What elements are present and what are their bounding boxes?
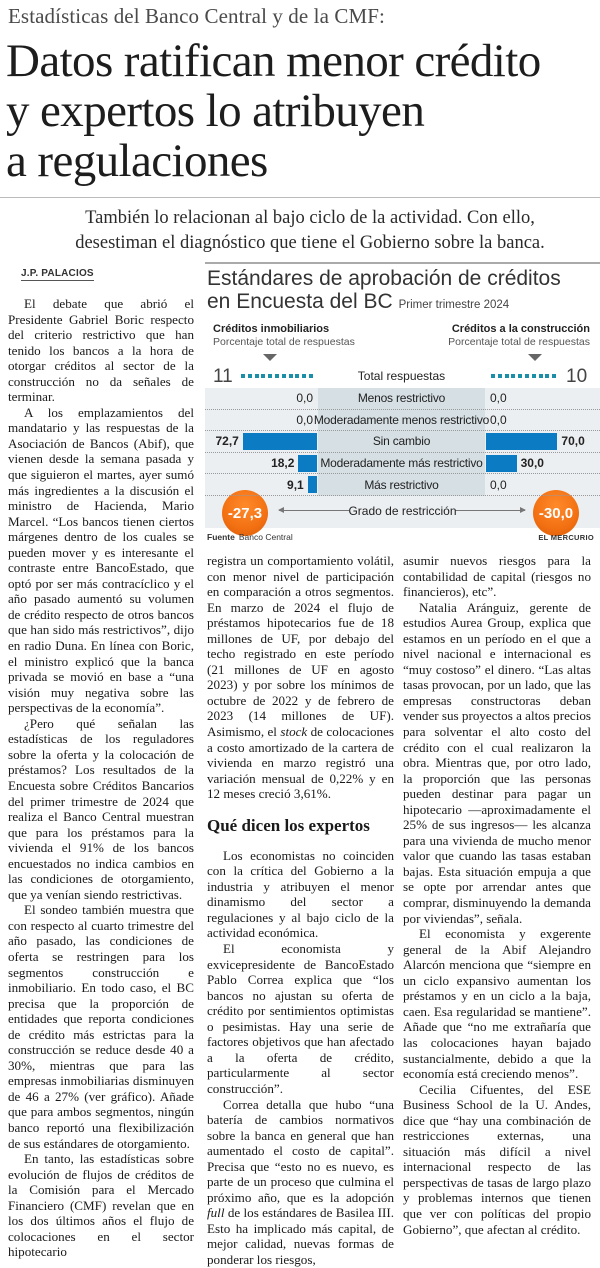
right-cell bbox=[486, 388, 600, 409]
response-dot bbox=[289, 374, 293, 378]
paragraph bbox=[207, 1097, 394, 1268]
headline-line: y expertos lo atribuyen bbox=[6, 85, 425, 137]
text-run-italic: stock bbox=[280, 724, 308, 740]
value-label: 0,0 bbox=[490, 477, 507, 492]
series-name: Créditos inmobiliarios bbox=[213, 323, 330, 335]
deck bbox=[20, 206, 600, 256]
chart-title bbox=[207, 267, 561, 317]
category-label: Sin cambio bbox=[372, 434, 431, 449]
grade-label: Grado de restricción bbox=[348, 504, 457, 518]
response-dot bbox=[302, 374, 306, 378]
right-cell bbox=[486, 453, 600, 474]
brand-credit: EL MERCURIO bbox=[538, 533, 594, 542]
grade-badge-left: -27,3 bbox=[222, 490, 268, 536]
value-label: 18,2 bbox=[271, 456, 295, 471]
right-cell bbox=[486, 431, 600, 452]
value-label: 72,7 bbox=[215, 434, 239, 449]
paragraph: A los emplazamientos del mandatario y las respuestas de la Asociación de Bancos (Abif), que vienen desde la semana pasada y que siguieron el martes, ayer sumó más ingredientes a la discusión el ministro de Hacienda, Mario Marcel. “Los bancos tienen ciertos márgenes dentro de los cuales se pueden mover y es interesante el contraste entre BancoEstado, que optó por ser más contracíclico y el año pasado aumentó su volumen de crédito respecto de otros bancos que han sido más restrictivos”, dijo en radio Duna. En línea con Boric, el ministro explicó que la banca privada se movió en base a “una visión muy negativa sobre las perspectivas de la economía”. bbox=[8, 404, 194, 716]
grade-row bbox=[205, 496, 600, 528]
category-row bbox=[205, 474, 600, 496]
paragraph: Los economistas no coinciden con la crítica del Gobierno a la industria y atribuyen el menor dinamismo del sector a regulaciones y al bajo ciclo de la actividad económica. bbox=[207, 847, 394, 941]
total-right: 10 bbox=[566, 366, 588, 387]
chart-top-rule bbox=[205, 262, 600, 264]
response-dot bbox=[295, 374, 299, 378]
text-run: de colocaciones a costo amortizado de la cartera de vivienda en marzo registró una variación mensual de 0,22% y en 12 meses creció 3,61%. bbox=[207, 724, 394, 802]
response-dot bbox=[255, 374, 259, 378]
series-label-left bbox=[213, 323, 355, 348]
credit-standards-chart bbox=[205, 262, 600, 550]
source-value: Banco Central bbox=[238, 532, 293, 542]
response-dot bbox=[491, 374, 495, 378]
triangle-down-icon bbox=[263, 354, 277, 361]
response-dot bbox=[552, 374, 556, 378]
paragraph: Natalia Aránguiz, gerente de estudios Aurea Group, explica que estamos en un período en el que a nivel nacional e internacional es “muy costoso” el dinero. “Las altas tasas provocan, por un lado, que las empresas constructoras deban vender sus proyectos a altos precios para solventar el alto costo del crédito con el cual realizaron la obra. Mientras que, por otro lado, la proporción que las personas pueden destinar para pagar un hipotecario —aproximadamente el 25% de sus ingresos— les alcanza para una vivienda de mucho menor valor que cuando las tasas estaban bajas. Esta situación empuja a que se opte por arrendar antes que comprar, disminuyendo la demanda por viviendas”, señala. bbox=[403, 599, 591, 926]
category-row bbox=[205, 453, 600, 475]
category-row bbox=[205, 431, 600, 453]
left-cell bbox=[205, 453, 317, 474]
paragraph bbox=[207, 553, 394, 802]
response-dot bbox=[248, 374, 252, 378]
right-cell bbox=[486, 410, 600, 431]
response-dot bbox=[539, 374, 543, 378]
paragraph: Cecilia Cifuentes, del ESE Business School de la U. Andes, dice que “hay una combinación de restricciones externas, una situación más difícil a nivel internacional respecto de las perspectivas de tasas de largo plazo y problemas internos que tienen que ver con políticas del propio Gobierno”, que afectan al crédito. bbox=[403, 1081, 591, 1237]
headline-line: Datos ratifican menor crédito bbox=[6, 35, 541, 87]
series-label-right bbox=[448, 323, 590, 348]
left-cell bbox=[205, 410, 317, 431]
value-label: 0,0 bbox=[490, 391, 507, 406]
chart-title-line: en Encuesta del BC bbox=[207, 290, 393, 313]
article-column-2 bbox=[207, 553, 394, 1268]
response-dot bbox=[309, 374, 313, 378]
text-run: de los estándares de Basilea III. Esto ha implicado más capital, de mejor calidad, nuevas formas de ponderar los riesgos, bbox=[207, 1205, 394, 1267]
byline: J.P. PALACIOS bbox=[21, 268, 94, 279]
value-label: 9,1 bbox=[287, 477, 304, 492]
article-kicker: Estadísticas del Banco Central y de la CMF: bbox=[8, 4, 385, 28]
chart-subtitle: Primer trimestre 2024 bbox=[398, 299, 510, 311]
paragraph: En tanto, las estadísticas sobre evolución de flujos de créditos de la Comisión para el Mercado Financiero (CMF) revelan que en los dos últimos años el flujo de colocaciones en el sector hipotecario bbox=[8, 1151, 194, 1260]
category-label: Moderadamente más restrictivo bbox=[320, 456, 483, 471]
paragraph: El debate que abrió el Presidente Gabriel Boric respecto del criterio restrictivo que han tenido los bancos a la hora de otorgar créditos al sector de la construcción no da señales de terminar. bbox=[8, 296, 194, 405]
response-dot bbox=[275, 374, 279, 378]
text-run: Correa detalla que hubo “una batería de cambios normativos sobre la banca en general que han aumentado el costo de capital”. Precisa que “esto no es nuevo, es parte de un proceso que culmina el próximo año, que es la adopción bbox=[207, 1096, 394, 1205]
chart-source bbox=[207, 532, 293, 542]
paragraph: asumir nuevos riesgos para la contabilidad de capital (riesgos no financieros), etc”. bbox=[403, 553, 591, 600]
left-cell bbox=[205, 388, 317, 409]
article-column-1 bbox=[8, 296, 194, 1260]
response-dot bbox=[545, 374, 549, 378]
category-row bbox=[205, 388, 600, 410]
category-label: Más restrictivo bbox=[364, 477, 439, 492]
category-label: Menos restrictivo bbox=[357, 391, 446, 406]
value-label: 0,0 bbox=[296, 391, 313, 406]
deck-line: También lo relacionan al bajo ciclo de la actividad. Con ello, bbox=[85, 208, 535, 228]
text-run-italic: full bbox=[207, 1205, 225, 1221]
category-label: Moderadamente menos restrictivo bbox=[313, 412, 490, 427]
source-label: Fuente bbox=[207, 532, 235, 542]
total-dots-right bbox=[491, 374, 556, 378]
total-row bbox=[205, 366, 600, 389]
paragraph: ¿Pero qué señalan las estadísticas de los reguladores sobre la oferta y la colocación de préstamos? Los resultados de la Encuesta sobre Créditos Bancarios del primer trimestre de 2024 que realiza el Banco Central muestran que para los préstamos para la vivienda el 91% de los bancos encuestados no indica cambios en las condiciones de otorgamiento, que ya venían siendo restrictivas. bbox=[8, 715, 194, 902]
headline bbox=[6, 36, 600, 186]
deck-line: desestiman el diagnóstico que tiene el Gobierno sobre la banca. bbox=[75, 233, 545, 253]
response-dot bbox=[241, 374, 245, 378]
bar-left bbox=[308, 476, 317, 493]
chart-title-line: Estándares de aprobación de créditos bbox=[207, 267, 561, 290]
chart-grid bbox=[205, 388, 600, 528]
response-dot bbox=[525, 374, 529, 378]
grade-badge-right: -30,0 bbox=[533, 490, 579, 536]
response-dot bbox=[498, 374, 502, 378]
bar-left bbox=[298, 455, 317, 472]
section-subhead: Qué dicen los expertos bbox=[207, 815, 370, 835]
response-dot bbox=[268, 374, 272, 378]
total-label: Total respuestas bbox=[357, 369, 446, 383]
bar-right bbox=[486, 433, 557, 450]
bar-right bbox=[486, 455, 517, 472]
response-dot bbox=[505, 374, 509, 378]
response-dot bbox=[532, 374, 536, 378]
series-unit: Porcentaje total de respuestas bbox=[448, 336, 590, 348]
series-unit: Porcentaje total de respuestas bbox=[213, 336, 355, 348]
total-left: 11 bbox=[213, 366, 233, 387]
right-cell bbox=[486, 474, 600, 495]
text-run: registra un comportamiento volátil, con menor nivel de participación en comparación a otros segmentos. En marzo de 2024 el flujo de préstamos hipotecarios fue de 18 millones de UF, por debajo del techo registrado en este período (21 millones de UF en agosto 2023) y por sobre los mínimos de octubre de 2022 y de febrero de 2023 (14 millones de UF). Asimismo, el bbox=[207, 553, 394, 740]
response-dot bbox=[282, 374, 286, 378]
response-dot bbox=[261, 374, 265, 378]
response-dot bbox=[518, 374, 522, 378]
left-cell bbox=[205, 431, 317, 452]
response-dot bbox=[511, 374, 515, 378]
value-label: 70,0 bbox=[561, 434, 585, 449]
paragraph: El economista y exvicepresidente de BancoEstado Pablo Correa explica que “los bancos no ajustan su oferta de crédito por sentimientos optimistas o pesimistas. Hay una serie de factores objetivos que han afectado a la oferta de crédito, particularmente al sector construcción”. bbox=[207, 941, 394, 1096]
total-dots-left bbox=[241, 374, 313, 378]
article-column-3 bbox=[403, 553, 591, 1237]
value-label: 0,0 bbox=[296, 412, 313, 427]
category-row bbox=[205, 410, 600, 432]
paragraph: El economista y exgerente general de la Abif Alejandro Alarcón menciona que “siempre en un ciclo expansivo aumentan los préstamos y en un ciclo a la baja, caen. Esa regularidad se mantiene”. Añade que “no me extrañaría que las colocaciones hayan bajado sustancialmente, debido a que la economía está creciendo menos”. bbox=[403, 926, 591, 1082]
paragraph: El sondeo también muestra que con respecto al cuarto trimestre del año pasado, las condiciones de oferta se restringen para los segmentos construcción e inmobiliario. En todo caso, el BC precisa que la proporción de entidades que reporta condiciones de crédito más estrictas para la construcción se reduce desde 40 a 30%, mientras que para las empresas inmobiliarias disminuyen de 46 a 27% (ver gráfico). Añade que para ambos segmentos, ningún banco reportó una flexibilización de sus estándares de otorgamiento. bbox=[8, 902, 194, 1151]
headline-line: a regulaciones bbox=[6, 135, 268, 187]
left-cell bbox=[205, 474, 317, 495]
value-label: 0,0 bbox=[490, 412, 507, 427]
value-label: 30,0 bbox=[520, 456, 544, 471]
triangle-down-icon bbox=[528, 354, 542, 361]
bar-left bbox=[243, 433, 317, 450]
divider bbox=[0, 197, 600, 198]
series-name: Créditos a la construcción bbox=[451, 323, 590, 335]
